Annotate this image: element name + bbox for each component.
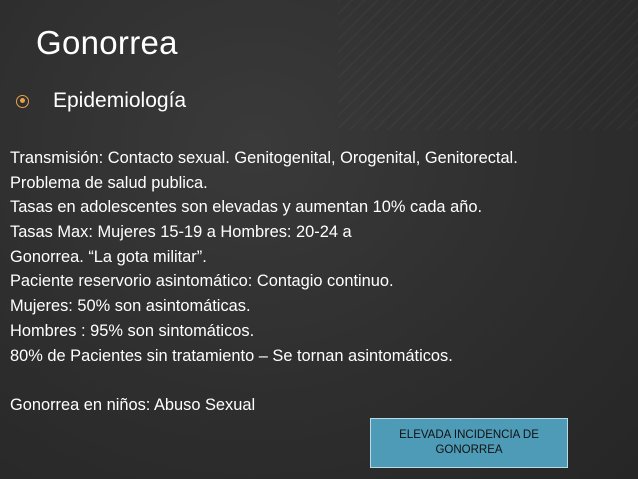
- decorative-stripes: [338, 0, 638, 130]
- body-line: Hombres : 95% son sintomáticos.: [10, 321, 255, 340]
- body-line: Paciente reservorio asintomático: Contagio continuo.: [10, 272, 394, 291]
- body-line: Tasas en adolescentes son elevadas y aumentan 10% cada año.: [10, 198, 483, 217]
- body-line: Tasas Max: Mujeres 15-19 a Hombres: 20-24 a: [10, 223, 352, 242]
- callout-line-1: ELEVADA INCIDENCIA DE: [399, 429, 539, 441]
- bullet-item: [16, 86, 186, 116]
- blank-line: [10, 368, 630, 393]
- body-text: [10, 146, 630, 418]
- body-line: 80% de Pacientes sin tratamiento – Se tornan asintomáticos.: [10, 346, 453, 365]
- body-line: Gonorrea. “La gota militar”.: [10, 247, 207, 266]
- slide-title: Gonorrea: [36, 24, 178, 61]
- target-bullet-icon: [16, 95, 29, 108]
- body-line: Mujeres: 50% son asintomáticas.: [10, 297, 251, 316]
- callout-line-2: GONORREA: [435, 444, 503, 456]
- bullet-label: Epidemiología: [53, 89, 187, 112]
- callout-box: [370, 418, 568, 468]
- body-line: Gonorrea en niños: Abuso Sexual: [10, 395, 256, 414]
- body-line: Transmisión: Contacto sexual. Genitogenital, Orogenital, Genitorectal.: [10, 149, 518, 167]
- body-line: Problema de salud publica.: [10, 173, 208, 192]
